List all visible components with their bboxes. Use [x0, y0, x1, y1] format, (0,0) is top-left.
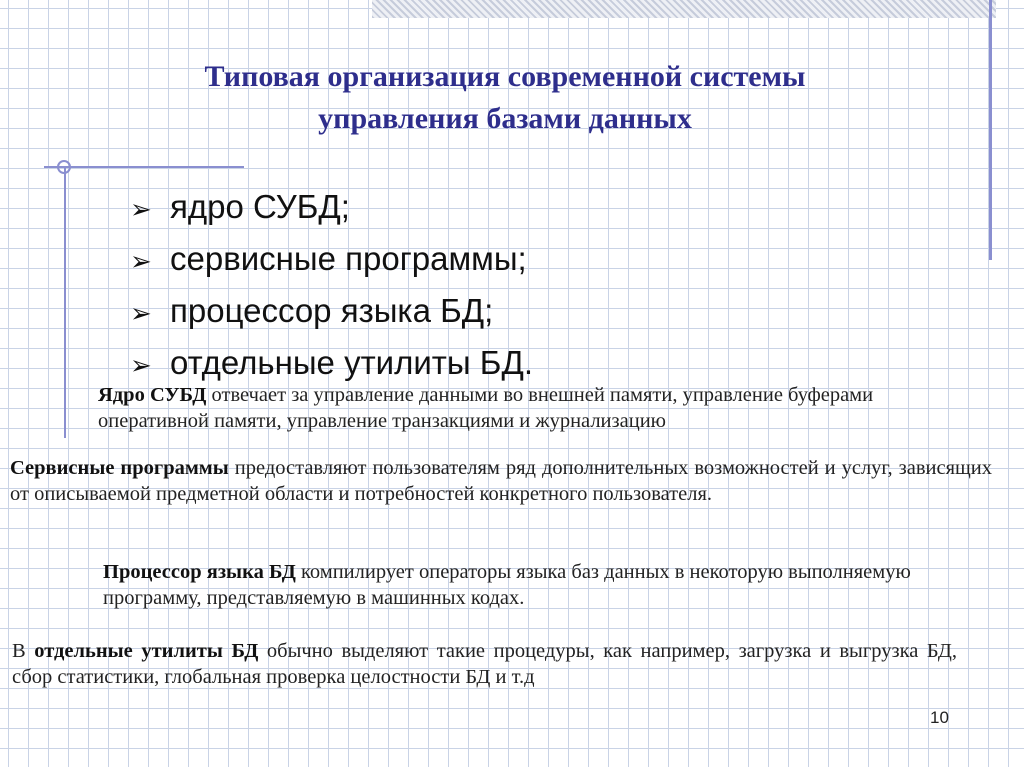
core-text: отвечает за управление данными во внешней памяти, управление буферами оперативной памяти, управление транзакциями и журнализацию	[98, 384, 874, 432]
slide-title-line-2: управления базами данных	[318, 102, 692, 135]
utilities-prefix: В	[12, 640, 35, 662]
arrow-bullet-icon: ➢	[130, 350, 152, 380]
title-underline	[44, 166, 244, 168]
left-decorative-line	[64, 168, 66, 438]
list-item-text: ядро СУБД;	[170, 188, 350, 225]
arrow-bullet-icon: ➢	[130, 194, 152, 224]
service-term: Сервисные программы	[10, 457, 229, 479]
arrow-bullet-icon: ➢	[130, 246, 152, 276]
utilities-description	[12, 638, 957, 690]
list-item	[130, 182, 533, 234]
processor-text: компилирует операторы языка баз данных в некоторую выполняемую программу, представляемую в машинных кодах.	[103, 561, 911, 609]
list-item-text: отдельные утилиты БД.	[170, 344, 533, 381]
processor-term: Процессор языка БД	[103, 561, 296, 583]
core-description	[98, 382, 988, 434]
list-item-text: сервисные программы;	[170, 240, 527, 277]
component-list	[130, 182, 533, 390]
right-decorative-line	[989, 0, 992, 260]
list-item	[130, 234, 533, 286]
utilities-term: отдельные утилиты БД	[34, 640, 259, 662]
core-term: Ядро СУБД	[98, 384, 207, 406]
utilities-text: обычно выделяют такие процедуры, как например, загрузка и выгрузка БД, сбор статистики, глобальная проверка целостности БД и т.д	[12, 640, 957, 688]
page-number: 10	[930, 708, 949, 727]
top-decorative-band	[372, 0, 996, 18]
corner-circle-icon	[55, 158, 73, 176]
arrow-bullet-icon: ➢	[130, 298, 152, 328]
list-item	[130, 286, 533, 338]
list-item-text: процессор языка БД;	[170, 292, 494, 329]
slide-title	[90, 56, 920, 140]
processor-description	[103, 559, 973, 611]
service-description	[10, 455, 992, 507]
slide-title-line-1: Типовая организация современной системы	[204, 60, 806, 93]
service-text: предоставляют пользователям ряд дополнительных возможностей и услуг, зависящих от описываемой предметной области и потребностей конкретного пользователя.	[10, 457, 993, 505]
